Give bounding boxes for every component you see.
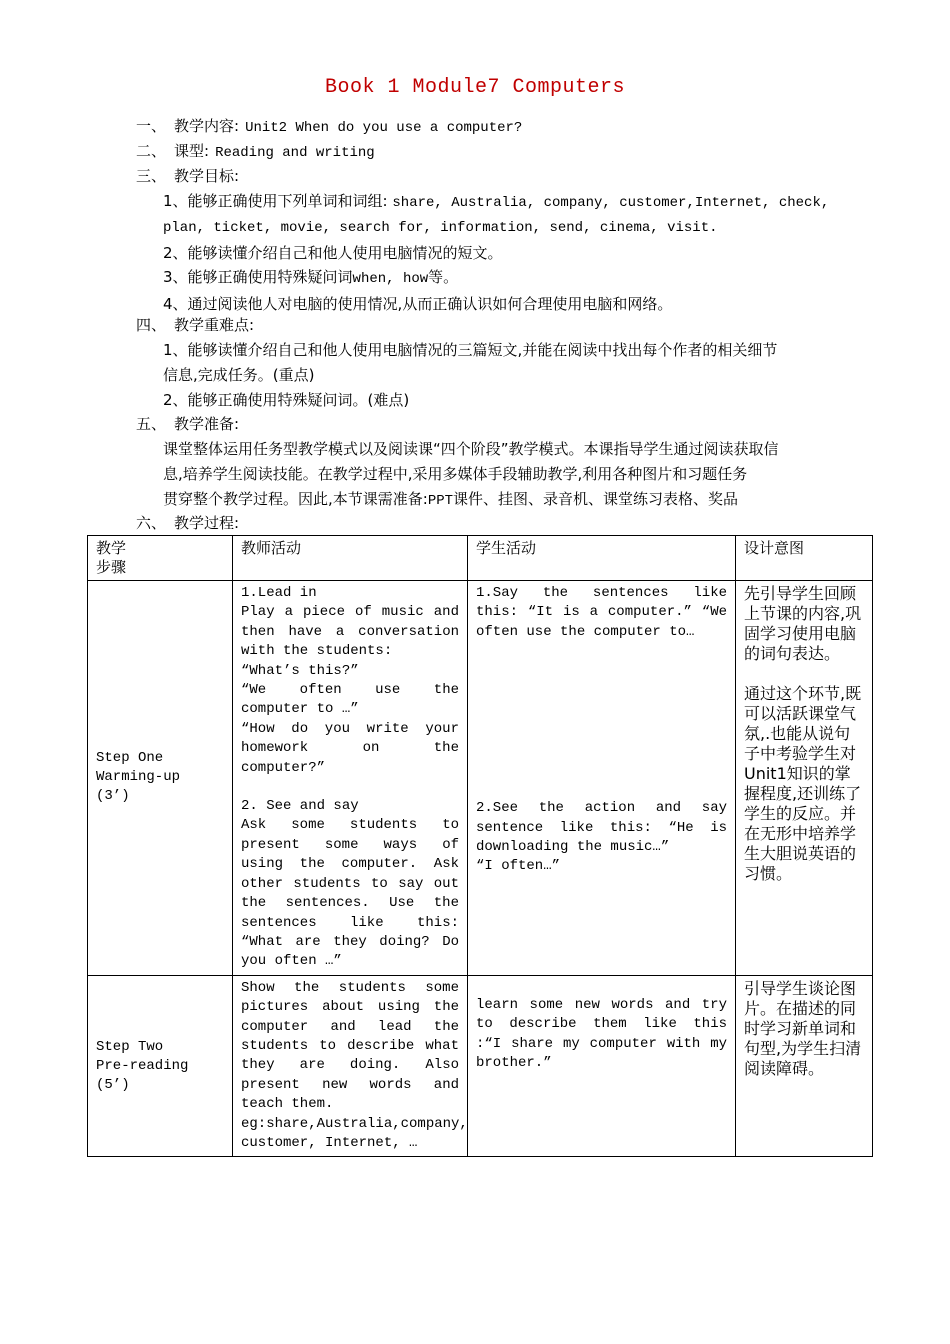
preparation-text	[163, 437, 863, 513]
student-activity-1: 1.Say the sentences like this: “It is a computer.” “We often use the computer to…	[476, 585, 727, 640]
section-key-points	[136, 315, 254, 335]
section-number: 五、	[136, 415, 167, 433]
objective-text: 1、能够正确使用下列单词和词组:	[163, 192, 388, 210]
step-cell: Step Two Pre-reading (5’)	[88, 975, 233, 1157]
student-activity-cell	[468, 975, 736, 1157]
section-heading: 教学准备:	[174, 415, 240, 433]
design-intent-1: 先引导学生回顾上节课的内容,巩固学习使用电脑的词句表达。	[744, 584, 862, 663]
student-activity-1: learn some new words and try to describe them like this :“I share my computer with my brother.”	[476, 996, 727, 1071]
document-title: Book 1 Module7 Computers	[324, 76, 626, 99]
student-activity-2: 2.See the action and say sentence like this: “He is downloading the music…” “I often…”	[476, 800, 727, 875]
section-lesson-type	[136, 141, 375, 163]
objective-words-cont: plan, ticket, movie, search for, information, send, cinema, visit.	[163, 219, 718, 236]
objectives-list	[163, 189, 863, 317]
teacher-activity-cell	[233, 581, 468, 976]
section-value: Unit2 When do you use a computer?	[245, 120, 523, 136]
objective-1	[163, 189, 863, 216]
header-teacher: 教师活动	[233, 536, 468, 581]
preparation-line: 息,培养学生阅读技能。在教学过程中,采用多媒体手段辅助教学,利用各种图片和习题任务	[163, 464, 748, 483]
section-preparation	[136, 414, 239, 434]
table-header-row	[88, 536, 873, 581]
objective-3	[163, 265, 863, 292]
teacher-activity-cell: Show the students some pictures about using the computer and lead the students to describe what they are doing. Also present new words and teach them. eg:share,Australia,company, customer, Internet, …	[233, 975, 468, 1157]
objective-text: 3、能够正确使用特殊疑问词	[163, 268, 353, 287]
table-row	[88, 581, 873, 976]
section-heading: 教学内容:	[174, 117, 240, 135]
design-intent-cell: 引导学生谈论图片。在描述的同时学习新单词和句型,为学生扫清阅读障碍。	[736, 975, 873, 1157]
section-number: 二、	[136, 142, 167, 160]
header-student: 学生活动	[468, 536, 736, 581]
objective-2: 2、能够读懂介绍自己和他人使用电脑情况的短文。	[163, 243, 503, 262]
section-objectives	[136, 166, 239, 186]
preparation-line: 课堂整体运用任务型教学模式以及阅读课“四个阶段”教学模式。本课指导学生通过阅读获取信	[163, 440, 779, 458]
teaching-process-table	[87, 535, 873, 1157]
section-number: 六、	[136, 514, 167, 532]
section-number: 一、	[136, 117, 167, 135]
table-row	[88, 975, 873, 1157]
section-number: 四、	[136, 316, 167, 334]
objective-4: 4、通过阅读他人对电脑的使用情况,从而正确认识如何合理使用电脑和网络。	[163, 295, 673, 314]
teacher-activity-2: 2. See and say Ask some students to present some ways of using the computer. Ask other students to say out the sentences. Use the sentences like this: “What are they doing? Do you often …”	[241, 798, 459, 970]
key-point-1: 1、能够读懂介绍自己和他人使用电脑情况的三篇短文,并能在阅读中找出每个作者的相关细节	[163, 341, 778, 359]
preparation-ppt: PPT	[427, 492, 454, 509]
section-value: Reading and writing	[215, 145, 375, 161]
preparation-line	[163, 487, 863, 514]
section-heading: 教学目标:	[174, 167, 240, 185]
section-number: 三、	[136, 167, 167, 185]
section-process	[136, 513, 239, 533]
section-heading: 课型:	[174, 142, 210, 160]
key-points-list	[163, 338, 863, 412]
section-heading: 教学过程:	[174, 514, 240, 532]
preparation-text-part: 贯穿整个教学过程。因此,本节课需准备:	[163, 489, 428, 508]
header-step: 教学 步骤	[88, 536, 233, 581]
design-intent-cell	[736, 581, 873, 976]
teacher-activity-1: 1.Lead in Play a piece of music and then have a conversation with the students: “What’s this?” “We often use the computer to …” “How do you write your homework on the computer?”	[241, 585, 459, 776]
objective-words: when, how	[352, 271, 429, 288]
objective-words: share, Australia, company, customer,Internet, check,	[392, 195, 830, 211]
objective-text: 等。	[428, 268, 459, 287]
section-heading: 教学重难点:	[174, 316, 255, 334]
key-point-1-cont: 信息,完成任务。(重点)	[163, 365, 315, 384]
header-design: 设计意图	[736, 536, 873, 581]
design-intent-2: 通过这个环节,既可以活跃课堂气氛,.也能从说句子中考验学生对Unit1知识的掌握程度,还训练了学生的反应。并在无形中培养学生大胆说英语的习惯。	[744, 684, 862, 883]
student-activity-cell	[468, 581, 736, 976]
section-content	[136, 116, 522, 138]
key-point-2: 2、能够正确使用特殊疑问词。(难点)	[163, 390, 410, 409]
step-cell: Step One Warming-up (3’)	[88, 581, 233, 976]
preparation-text-part: 课件、挂图、录音机、课堂练习表格、奖品	[453, 489, 739, 508]
